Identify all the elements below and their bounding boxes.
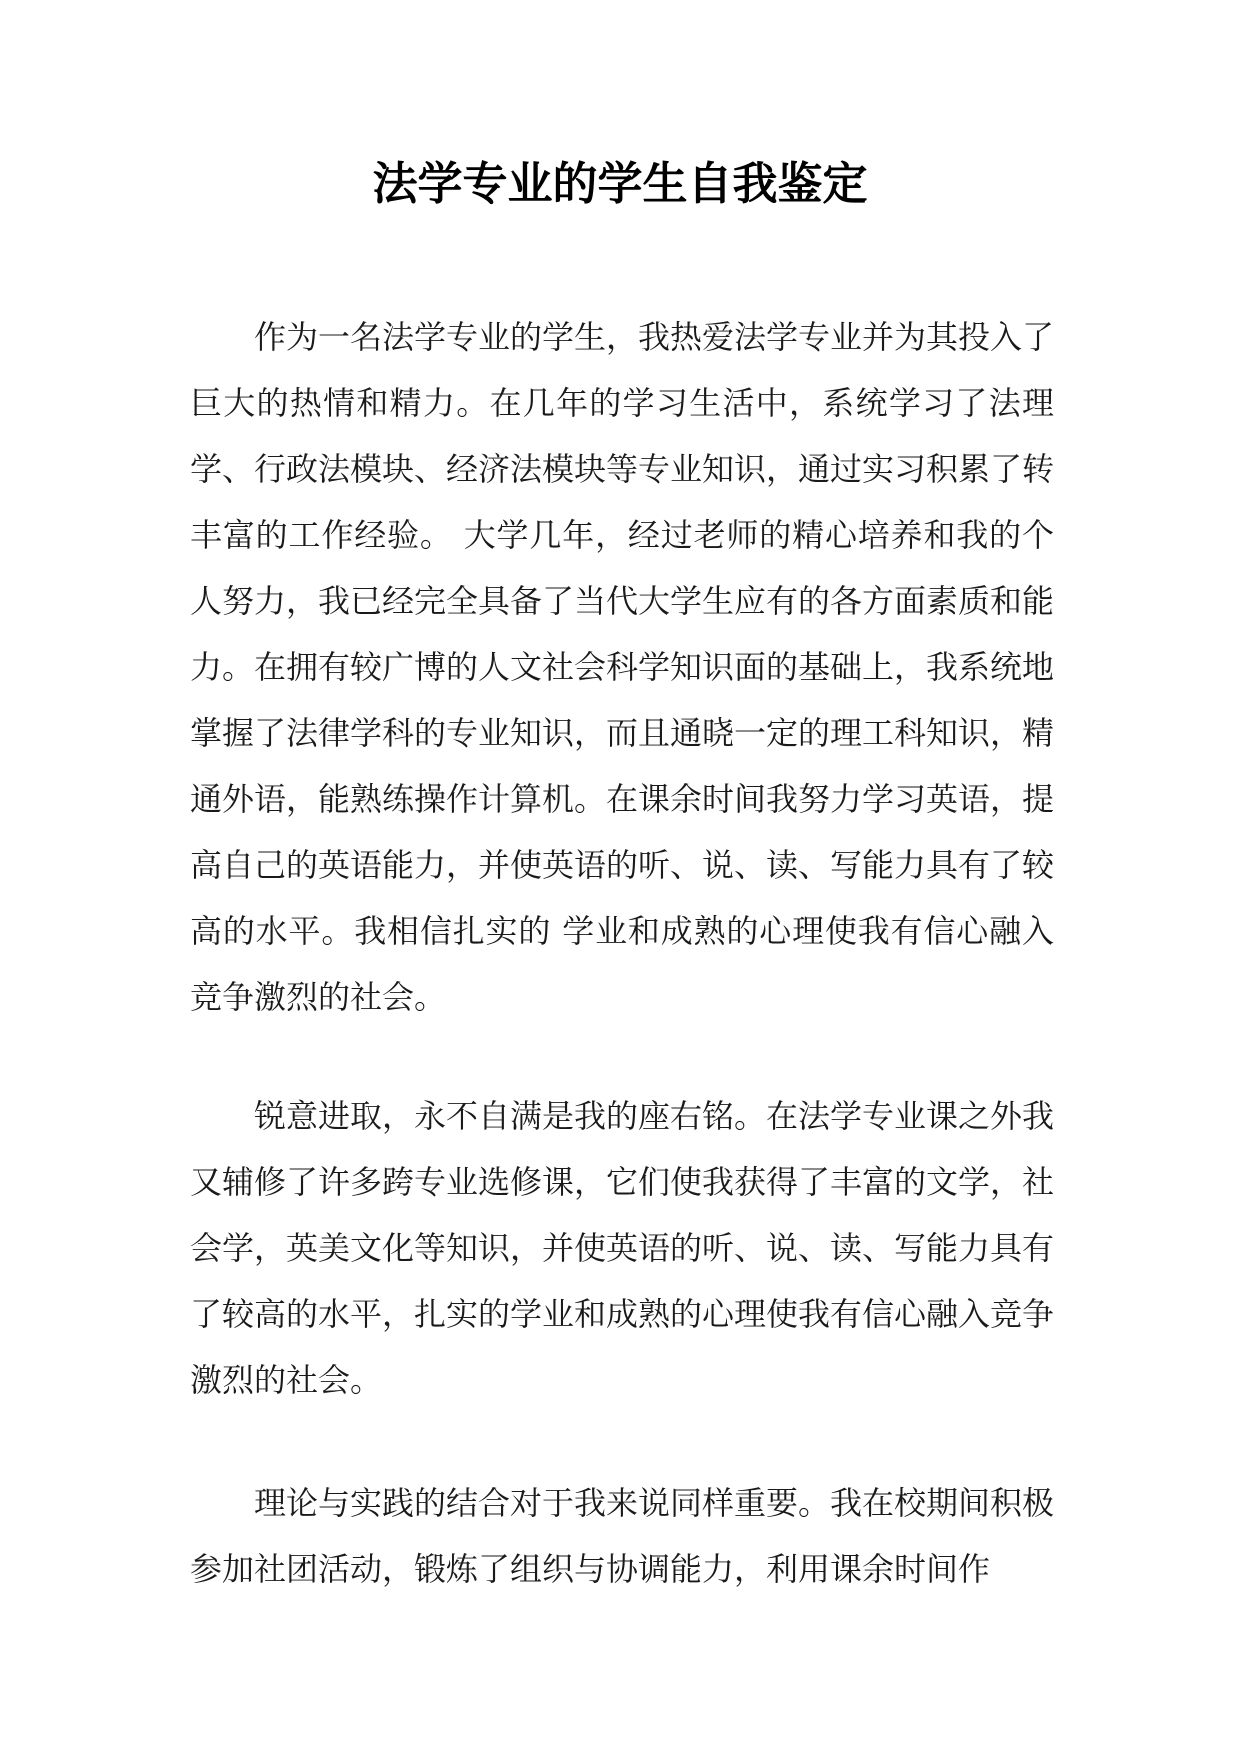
paragraph-3: 理论与实践的结合对于我来说同样重要。我在校期间积极参加社团活动，锻炼了组织与协调能力，利用课余时间作 bbox=[190, 1484, 1055, 1588]
paragraph-2: 锐意进取，永不自满是我的座右铭。在法学专业课之外我又辅修了许多跨专业选修课，它们使我获得了丰富的文学，社会学，英美文化等知识，并使英语的听、说、读、写能力具有了较高的水平，扎实的学业和成熟的心理使我有信心融入竞争激烈的社会。 bbox=[190, 1097, 1055, 1399]
paragraph-1: 作为一名法学专业的学生，我热爱法学专业并为其投入了巨大的热情和精力。在几年的学习生活中，系统学习了法理学、行政法模块、经济法模块等专业知识，通过实习积累了转丰富的工作经验。 大学几年，经过老师的精心培养和我的个人努力，我已经完全具备了当代大学生应有的各方面素质和能力。在拥有较广博的人文社会科学知识面的基础上，我系统地掌握了法律学科的专业知识，而且通晓一定的理工科知识，精通外语，能熟练操作计算机。在课余时间我努力学习英语，提高自己的英语能力，并使英语的听、说、读、写能力具有了较高的水平。我相信扎实的 学业和成熟的心理使我有信心融入竞争激烈的社会。 bbox=[190, 318, 1055, 1016]
document-title: 法学专业的学生自我鉴定 bbox=[372, 157, 868, 210]
